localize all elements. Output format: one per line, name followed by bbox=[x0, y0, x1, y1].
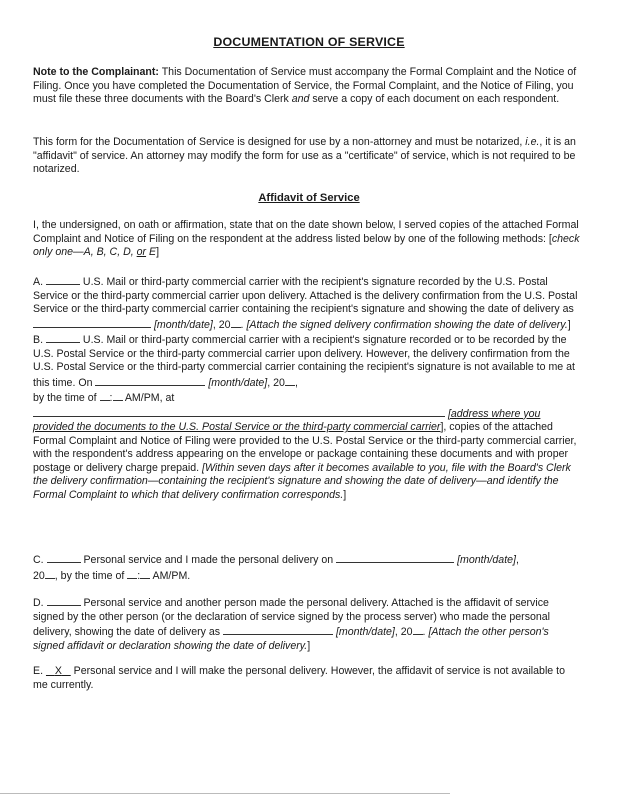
option-a-year-field[interactable] bbox=[231, 317, 241, 328]
option-b-year-field[interactable] bbox=[285, 375, 295, 386]
option-c-date-field[interactable] bbox=[336, 552, 454, 563]
option-a-paragraph: A. U.S. Mail or third-party commercial carrier with the recipient's signature recorded by the U.S. Postal Service or the third-party commercial carrier upon delivery. Attached is the delivery confirmation from the U.S. Postal Service or the third-party commercial carrier containing the recipient's signature and showing the date of delivery as [month/date], 20 . [Attach the signed delivery confirmation showing the date of delivery.] bbox=[33, 276, 578, 331]
option-a-check-field[interactable] bbox=[46, 274, 80, 285]
note-paragraph: Note to the Complainant: This Documentation of Service must accompany the Formal Complaint and the Notice of Filing. Once you have completed the Documentation of Service, the Formal Complaint, and the Notice of Filing, you must file these three documents with the Board's Clerk and serve a copy of each document on each respondent. bbox=[33, 66, 577, 105]
option-a-date-field[interactable] bbox=[33, 317, 151, 328]
option-d-year-field[interactable] bbox=[413, 624, 423, 635]
option-c-letter: C. bbox=[33, 554, 44, 566]
option-c-year-field[interactable] bbox=[45, 568, 55, 579]
option-b-date-field[interactable] bbox=[95, 375, 205, 386]
option-d-letter: D. bbox=[33, 597, 44, 609]
option-e-mark: X bbox=[54, 665, 62, 677]
option-e-letter: E. bbox=[33, 665, 44, 677]
option-d-date-field[interactable] bbox=[223, 624, 333, 635]
option-b-minute-field[interactable] bbox=[113, 390, 123, 401]
note-label: Note to the Complainant: bbox=[33, 66, 159, 78]
option-b-address-field[interactable] bbox=[33, 406, 445, 417]
option-b-paragraph: B. U.S. Mail or third-party commercial carrier with a recipient's signature recorded or to be recorded by the U.S. Postal Service or the third-party commercial carrier upon delivery. However, the delivery confirmation from the U.S. Postal Service or the third-party commercial carrier containing the recipient's signature is not available to me at this time. On [month/date], 20 , by the time of : AM/PM, at [address where you provided the documents to the U.S. Postal Service or the third-party commercial carrier], copies of the attached Formal Complaint and Notice of Filing were provided to the U.S. Postal Service or the third-party commercial carrier, with the respondent's address appearing on the envelope or package containing these documents and with proper postage or delivery charge prepaid. [Within seven days after it becomes available to you, file with the Board's Clerk the delivery confirmation—containing the recipient's signature and showing the date of delivery—and identify the Formal Complaint to which that delivery confirmation corresponds.] bbox=[33, 334, 577, 501]
form-purpose-paragraph: This form for the Documentation of Service is designed for use by a non-attorney and must be notarized, i.e., it is an "affidavit" of service. An attorney may modify the form for use as a "certificate" of service, which is not required to be notarized. bbox=[33, 136, 576, 175]
option-d-check-field[interactable] bbox=[47, 595, 81, 606]
scan-edge-line bbox=[0, 793, 450, 794]
option-b-letter: B. bbox=[33, 334, 44, 346]
document-title: DOCUMENTATION OF SERVICE bbox=[213, 35, 405, 49]
intro-paragraph: I, the undersigned, on oath or affirmation, state that on the date shown below, I served copies of the attached Formal Complaint and Notice of Filing on the respondent at the address listed below by one of the following methods: [check only one—A, B, C, D, or E] bbox=[33, 219, 580, 258]
affidavit-heading: Affidavit of Service bbox=[258, 192, 360, 204]
option-c-minute-field[interactable] bbox=[140, 568, 150, 579]
option-c-paragraph: C. Personal service and I made the personal delivery on [month/date], 20 , by the time of : AM/PM. bbox=[33, 554, 519, 582]
option-e-check-field[interactable] bbox=[46, 665, 71, 677]
option-a-letter: A. bbox=[33, 276, 44, 288]
option-c-check-field[interactable] bbox=[47, 552, 81, 563]
option-e-paragraph: E. X Personal service and I will make the personal delivery. However, the affidavit of service is not available to me currently. bbox=[33, 665, 565, 691]
option-b-check-field[interactable] bbox=[46, 332, 80, 343]
option-d-paragraph: D. Personal service and another person made the personal delivery. Attached is the affidavit of service signed by the other person (or the declaration of service signed by the process server) who made the personal delivery, showing the date of delivery as [month/date], 20 . [Attach the other person's signed affidavit or declaration showing the date of delivery.] bbox=[33, 597, 551, 652]
option-c-hour-field[interactable] bbox=[127, 568, 137, 579]
option-b-hour-field[interactable] bbox=[100, 390, 110, 401]
